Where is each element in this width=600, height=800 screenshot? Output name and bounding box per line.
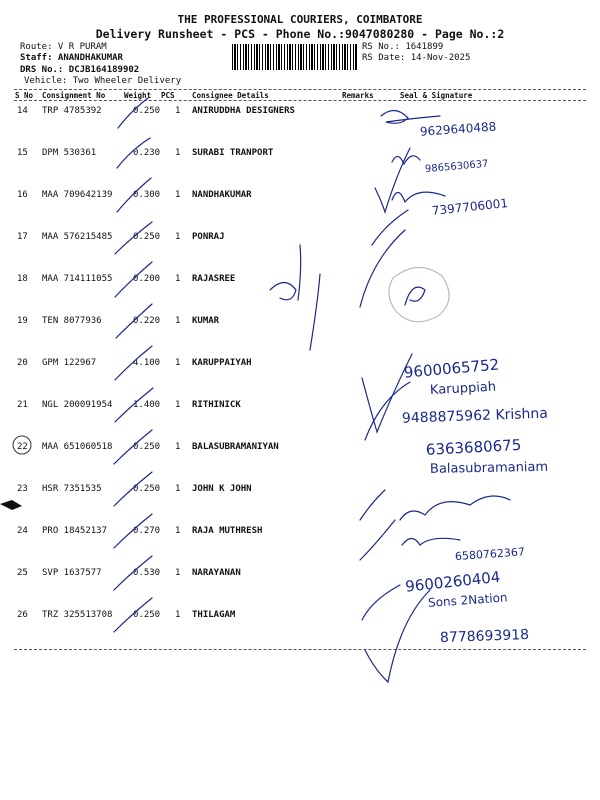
handwritten-name-22: Balasubramaniam — [429, 459, 549, 477]
signature-scribble — [392, 192, 445, 202]
tick-mark — [114, 514, 152, 548]
row-pcs: 1 — [175, 442, 181, 452]
row-consignment-no: HSR 7351535 — [42, 484, 102, 494]
tick-mark — [114, 430, 152, 464]
row-weight: 0.250 — [133, 232, 161, 242]
row-serial: 22 — [17, 442, 28, 452]
rs-number: RS No.: 1641899 — [362, 42, 444, 52]
arrow-marker — [0, 500, 22, 510]
tick-mark — [310, 274, 320, 350]
row-weight: 0.300 — [133, 190, 161, 200]
row-pcs: 1 — [175, 148, 181, 158]
handwritten-phone-25: 9600260404 — [404, 567, 502, 596]
row-serial: 26 — [17, 610, 28, 620]
handwritten-phone-26: 8778693918 — [439, 626, 530, 647]
row-consignment-no: TRP 4785392 — [42, 106, 102, 116]
tick-mark — [115, 262, 152, 297]
row-weight: 0.220 — [133, 316, 161, 326]
row-weight: 0.250 — [133, 106, 161, 116]
col-consignee: Consignee Details — [192, 91, 269, 100]
tick-mark — [298, 245, 301, 300]
row-weight: 0.250 — [133, 610, 161, 620]
signature-scribble — [402, 538, 460, 545]
col-sno: S No — [15, 91, 34, 100]
signature-scribble — [405, 287, 425, 305]
row-pcs: 1 — [175, 232, 181, 242]
tick-mark — [114, 598, 152, 632]
tick-mark — [116, 304, 152, 338]
row-serial: 16 — [17, 190, 28, 200]
handwritten-phone-14: 9629640488 — [419, 119, 497, 139]
drs-label: DRS No.: — [20, 65, 64, 75]
tick-mark — [360, 520, 395, 560]
row-consignee-name: RAJASREE — [192, 274, 236, 284]
row-pcs: 1 — [175, 106, 181, 116]
runsheet-subtitle: Delivery Runsheet - PCS - Phone No.:9047080280 - Page No.:2 — [95, 27, 505, 41]
tick-mark — [117, 138, 150, 168]
row-pcs: 1 — [175, 358, 181, 368]
row-consignee-name: NARAYANAN — [192, 568, 241, 578]
tick-mark — [118, 98, 148, 128]
row-consignee-name: JOHN K JOHN — [192, 484, 252, 494]
vehicle-text: Vehicle: Two Wheeler Delivery — [24, 76, 182, 86]
tick-mark — [114, 472, 152, 506]
row-consignment-no: PRO 18452137 — [42, 526, 108, 536]
drs-value: DCJB164189902 — [68, 65, 140, 75]
col-consignment: Consignment No — [42, 91, 106, 100]
col-remarks: Remarks — [342, 91, 374, 100]
row-serial: 18 — [17, 274, 28, 284]
handwritten-phone-21: 9488875962 Krishna — [401, 405, 549, 427]
handwritten-phone-16: 7397706001 — [431, 195, 509, 218]
signature-scribble — [400, 496, 510, 520]
row-pcs: 1 — [175, 610, 181, 620]
row-consignee-name: SURABI TRANPORT — [192, 148, 274, 158]
row-consignment-no: MAA 709642139 — [42, 190, 113, 200]
row-consignment-no: TRZ 325513708 — [42, 610, 113, 620]
row-serial: 19 — [17, 316, 28, 326]
row-pcs: 1 — [175, 484, 181, 494]
row-serial: 24 — [17, 526, 28, 536]
row-consignment-no: MAA 651060518 — [42, 442, 113, 452]
row-consignee-name: NANDHAKUMAR — [192, 190, 252, 200]
row-pcs: 1 — [175, 274, 181, 284]
row-consignment-no: MAA 576215485 — [42, 232, 113, 242]
row-weight: 4.100 — [133, 358, 161, 368]
row-consignee-name: RAJA MUTHRESH — [192, 526, 263, 536]
tick-mark — [360, 230, 405, 307]
row-pcs: 1 — [175, 316, 181, 326]
row-weight: 0.270 — [133, 526, 161, 536]
signature-scribble — [270, 283, 296, 300]
handwritten-phone-22: 6363680675 — [425, 435, 522, 459]
row-weight: 1.400 — [133, 400, 161, 410]
row-consignee-name: BALASUBRAMANIYAN — [192, 442, 279, 452]
row-serial: 20 — [17, 358, 28, 368]
row-pcs: 1 — [175, 400, 181, 410]
tick-mark — [365, 590, 430, 682]
handwritten-name-25: Sons 2Nation — [427, 590, 508, 610]
row-weight: 0.250 — [133, 442, 161, 452]
row-consignment-no: SVP 1637577 — [42, 568, 102, 578]
row-consignee-name: RITHINICK — [192, 400, 241, 410]
col-weight: Weight — [124, 91, 152, 100]
row-consignment-no: DPM 530361 — [42, 148, 97, 158]
route-text: Route: V R PURAM — [20, 42, 107, 52]
tick-mark — [117, 178, 151, 212]
handwritten-phone-24: 6580762367 — [454, 545, 526, 564]
tick-mark — [360, 490, 385, 520]
tick-mark — [114, 556, 152, 590]
row-serial: 15 — [17, 148, 28, 158]
handwritten-phone-20: 9600065752 — [403, 355, 500, 382]
row-serial: 14 — [17, 106, 28, 116]
row-serial: 23 — [17, 484, 28, 494]
row-pcs: 1 — [175, 526, 181, 536]
row-serial: 25 — [17, 568, 28, 578]
row-consignment-no: GPM 122967 — [42, 358, 97, 368]
row-weight: 0.230 — [133, 148, 161, 158]
row-serial: 17 — [17, 232, 28, 242]
staff-text: Staff: ANANDHAKUMAR — [20, 53, 123, 63]
col-pcs: PCS — [161, 91, 175, 100]
row-weight: 0.200 — [133, 274, 161, 284]
row-consignment-no: MAA 714111055 — [42, 274, 113, 284]
handwritten-name-20: Karuppiah — [429, 379, 497, 399]
row-consignee-name: PONRAJ — [192, 232, 225, 242]
tick-mark — [362, 585, 400, 620]
row-weight: 0.250 — [133, 484, 161, 494]
row-consignee-name: THILAGAM — [192, 610, 236, 620]
row-serial: 21 — [17, 400, 28, 410]
circled-serial-marker — [13, 436, 31, 454]
company-title: THE PROFESSIONAL COURIERS, COIMBATORE — [177, 13, 423, 26]
tick-mark — [115, 388, 153, 422]
row-consignee-name: KUMAR — [192, 316, 220, 326]
row-consignment-no: TEN 8077936 — [42, 316, 102, 326]
signature-scribble — [381, 110, 440, 123]
row-consignee-name: KARUPPAIYAH — [192, 358, 252, 368]
stamp-outline — [389, 267, 449, 321]
col-seal-signature: Seal & Signature — [400, 91, 473, 100]
row-pcs: 1 — [175, 190, 181, 200]
row-consignment-no: NGL 200091954 — [42, 400, 113, 410]
tick-mark — [372, 210, 408, 245]
row-consignee-name: ANIRUDDHA DESIGNERS — [192, 106, 295, 116]
tick-mark — [115, 222, 152, 254]
rs-date: RS Date: 14-Nov-2025 — [362, 53, 471, 63]
tick-mark — [115, 346, 152, 380]
row-weight: 0.530 — [133, 568, 161, 578]
row-pcs: 1 — [175, 568, 181, 578]
handwritten-phone-15: 9865630637 — [424, 158, 489, 176]
